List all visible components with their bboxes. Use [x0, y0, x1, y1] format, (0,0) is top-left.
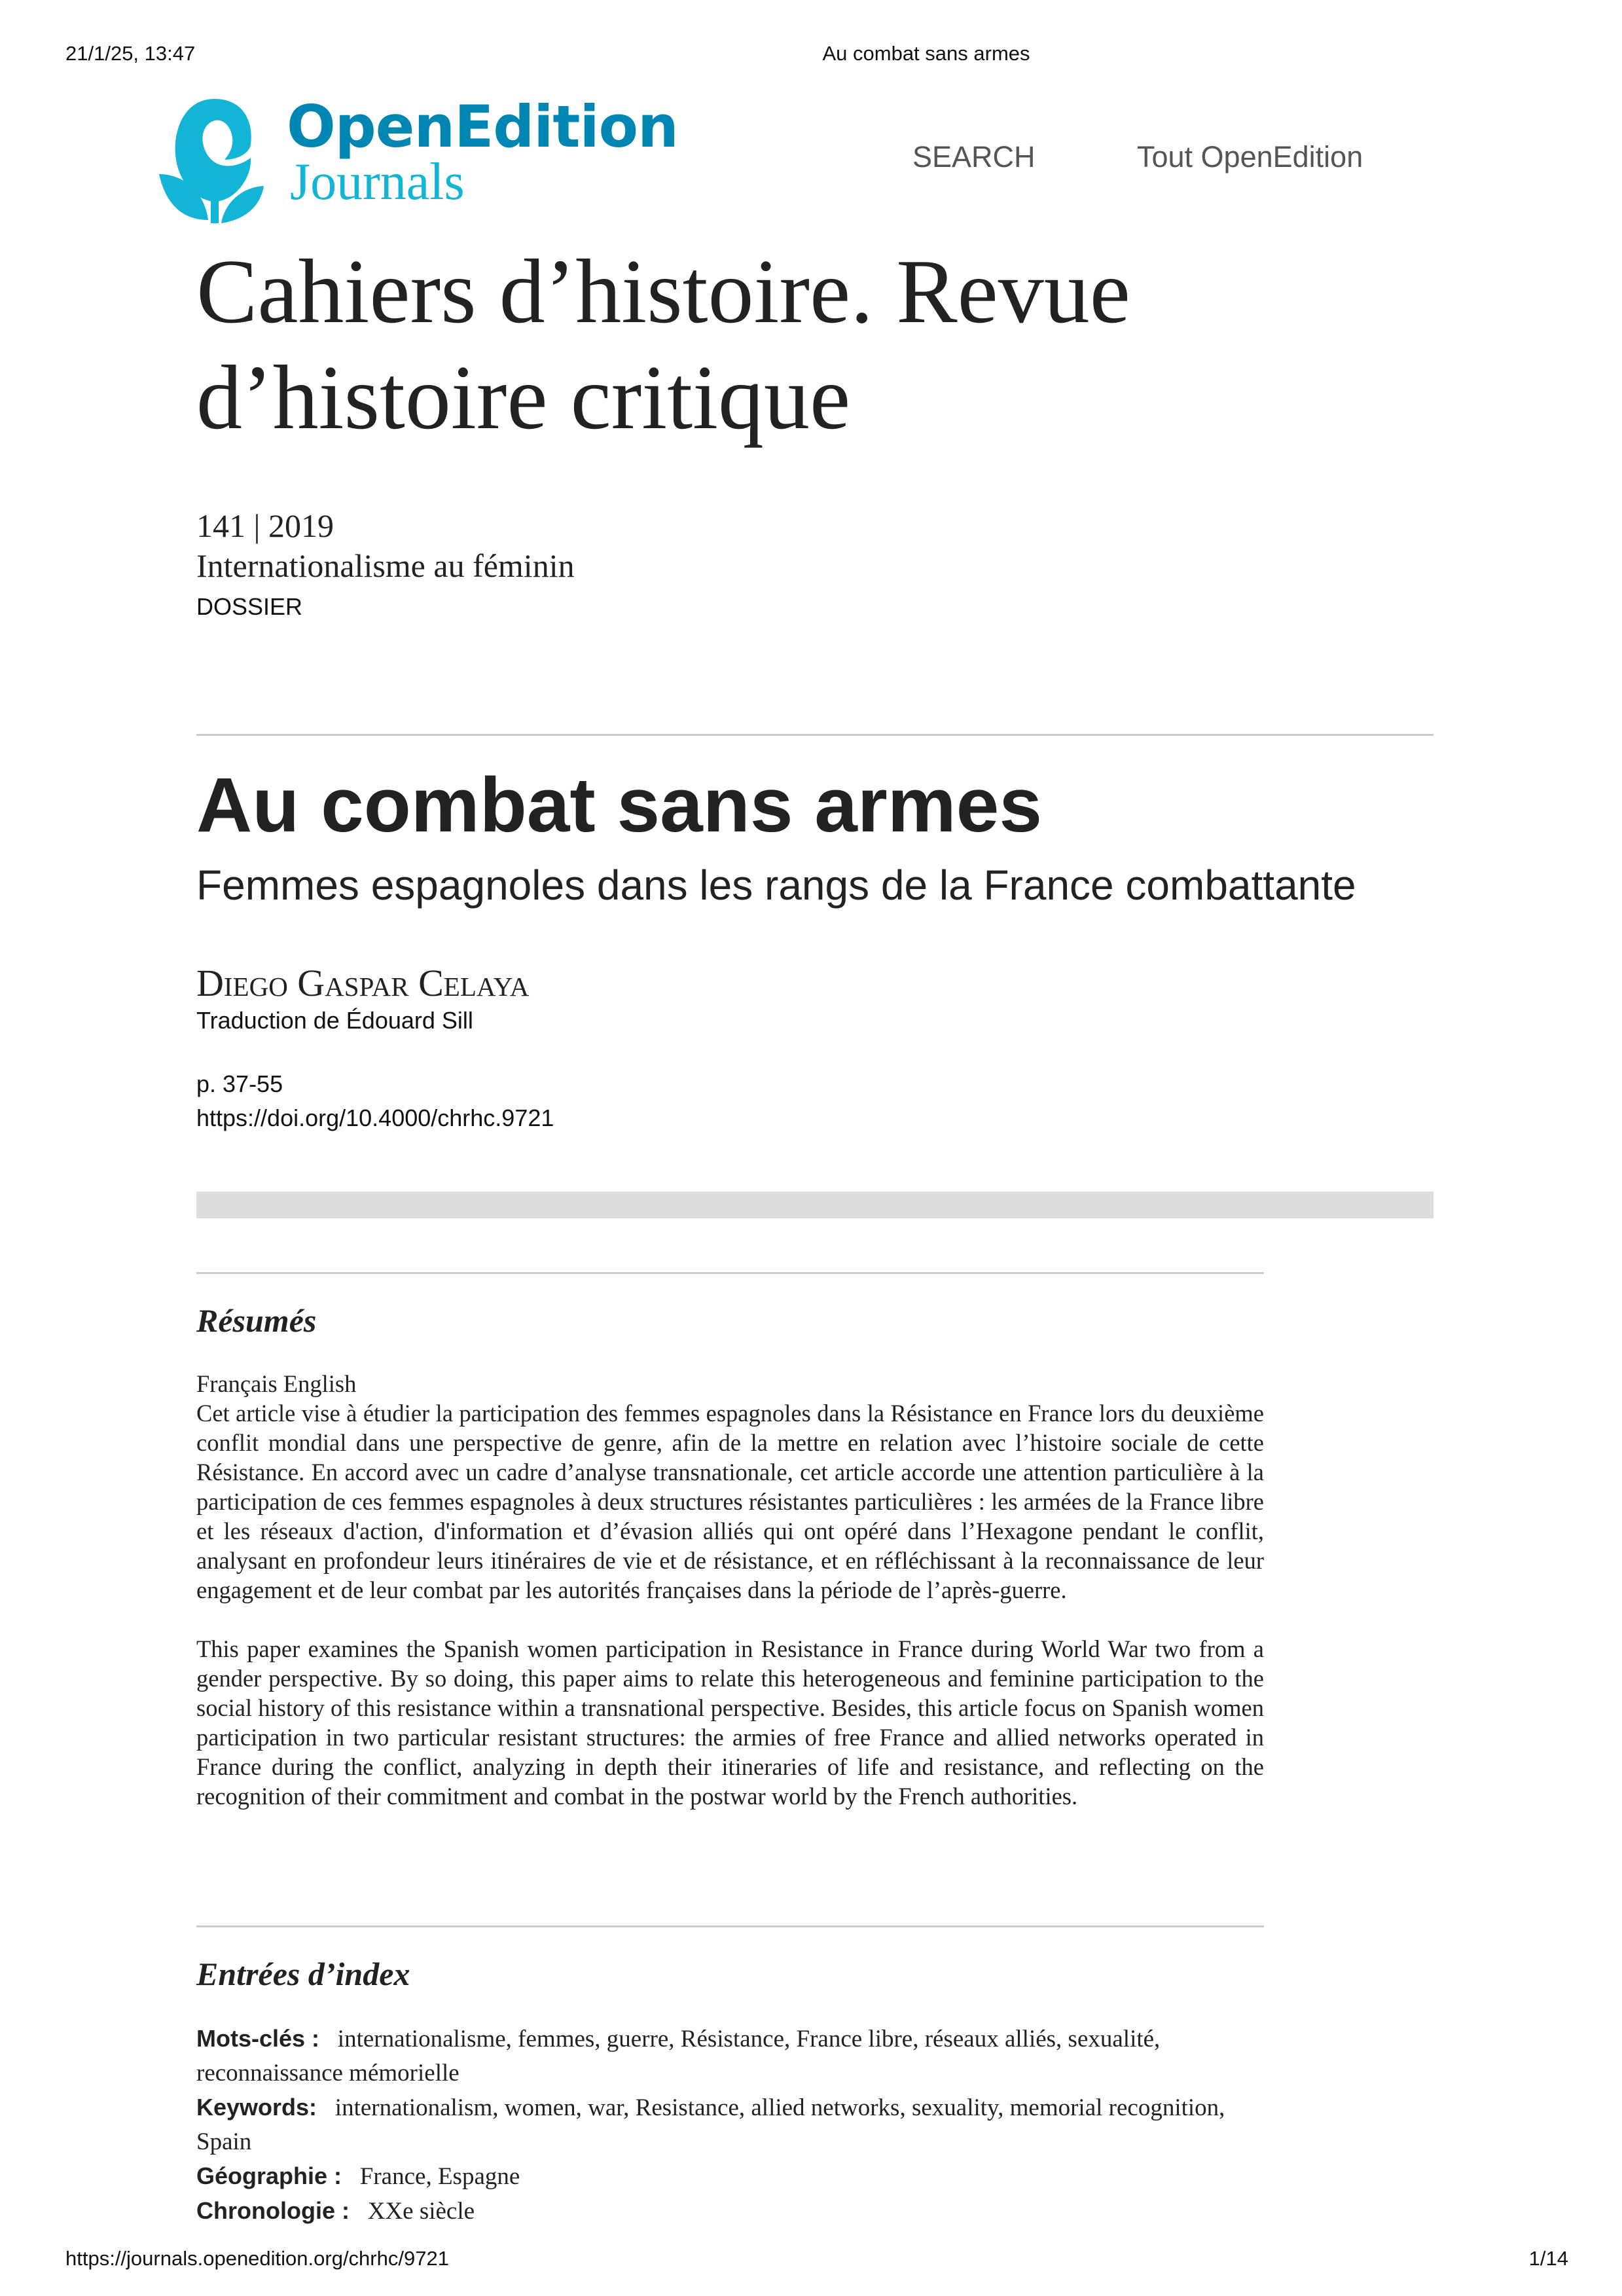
gray-bar [196, 1192, 1433, 1218]
section-label: DOSSIER [196, 593, 303, 620]
author-name[interactable]: Diego Gaspar Celaya [196, 962, 530, 1004]
index-value[interactable]: internationalisme, femmes, guerre, Résistance, France libre, réseaux alliés, sexualité, reconnaissance mémorielle [196, 2026, 1161, 2086]
abstract-fr: Cet article vise à étudier la participation des femmes espagnoles dans la Résistance en France lors du deuxième conflit mondial dans une perspective de genre, afin de la mettre en relation avec l’histoire sociale de cette Résistance. En accord avec un cadre d’analyse transnationale, cet article accorde une attention particulière à la participation de ces femmes espagnoles à deux structures résistantes particulières : les armées de la France libre et les réseaux d'action, d'information et d’évasion alliés qui ont opéré dans l’Hexagone pendant le conflit, analysant en profondeur leurs itinéraires de vie et de résistance, et en réfléchissant à la reconnaissance de leur engagement et de leur combat par les autorités françaises dans la période de l’après-guerre. [196, 1400, 1264, 1603]
journal-title-line2: d’histoire critique [196, 347, 851, 448]
tout-openedition-link[interactable]: Tout OpenEdition [1137, 140, 1363, 173]
print-datetime: 21/1/25, 13:47 [65, 42, 196, 65]
lang-en-link[interactable]: English [283, 1370, 357, 1397]
index-label: Mots-clés : [196, 2025, 320, 2052]
index-heading: Entrées d’index [196, 1956, 410, 1992]
openedition-logo[interactable] [159, 93, 678, 227]
print-page-number: 1/14 [1528, 2247, 1568, 2270]
journal-title-line1: Cahiers d’histoire. Revue [196, 241, 1130, 342]
index-value[interactable]: internationalism, women, war, Resistance, allied networks, sexuality, memorial recognition, Spain [196, 2094, 1225, 2155]
doi-link[interactable]: https://doi.org/10.4000/chrhc.9721 [196, 1104, 554, 1131]
issue-number[interactable]: 141 | 2019 [196, 507, 334, 544]
index-label: Keywords: [196, 2094, 317, 2121]
index-entry-geographie [196, 2159, 1264, 2194]
abstracts-block [196, 1369, 1264, 1811]
journal-title[interactable] [196, 239, 1130, 451]
index-entry-mots-cles [196, 2022, 1264, 2090]
issue-theme[interactable]: Internationalisme au féminin [196, 547, 575, 584]
lang-fr-link[interactable]: Français [196, 1370, 278, 1397]
index-entry-keywords [196, 2090, 1264, 2159]
flower-logo-icon [159, 96, 270, 223]
print-title: Au combat sans armes [822, 42, 1030, 65]
abstracts-heading: Résumés [196, 1302, 317, 1339]
index-entries [196, 2022, 1264, 2229]
article-title: Au combat sans armes [196, 762, 1042, 848]
index-value[interactable]: France, Espagne [359, 2163, 520, 2190]
divider [196, 1272, 1264, 1274]
article-subtitle: Femmes espagnoles dans les rangs de la France combattante [196, 862, 1356, 909]
abstract-en: This paper examines the Spanish women participation in Resistance in France during World War two from a gender perspective. By so doing, this paper aims to relate this heterogeneous and feminine participation to the social history of this resistance within a transnational perspective. Besides, this article focus on Spanish women participation in two particular resistant structures: the armies of free France and allied networks operated in France during the conflict, analyzing in depth their itineraries of life and resistance, and reflecting on the recognition of their commitment and combat in the postwar world by the French authorities. [196, 1635, 1264, 1810]
search-link[interactable]: SEARCH [912, 140, 1036, 173]
index-entry-chronologie [196, 2194, 1264, 2229]
translator: Traduction de Édouard Sill [196, 1007, 473, 1034]
print-url: https://journals.openedition.org/chrhc/9721 [65, 2247, 449, 2270]
divider [196, 734, 1433, 736]
index-value[interactable]: XXe siècle [367, 2198, 475, 2225]
divider [196, 1925, 1264, 1927]
logo-openedition-text: OpenEdition [287, 93, 678, 160]
index-label: Géographie : [196, 2162, 342, 2189]
page-range: p. 37-55 [196, 1070, 283, 1097]
index-label: Chronologie : [196, 2197, 350, 2224]
logo-journals-text: Journals [290, 153, 465, 211]
